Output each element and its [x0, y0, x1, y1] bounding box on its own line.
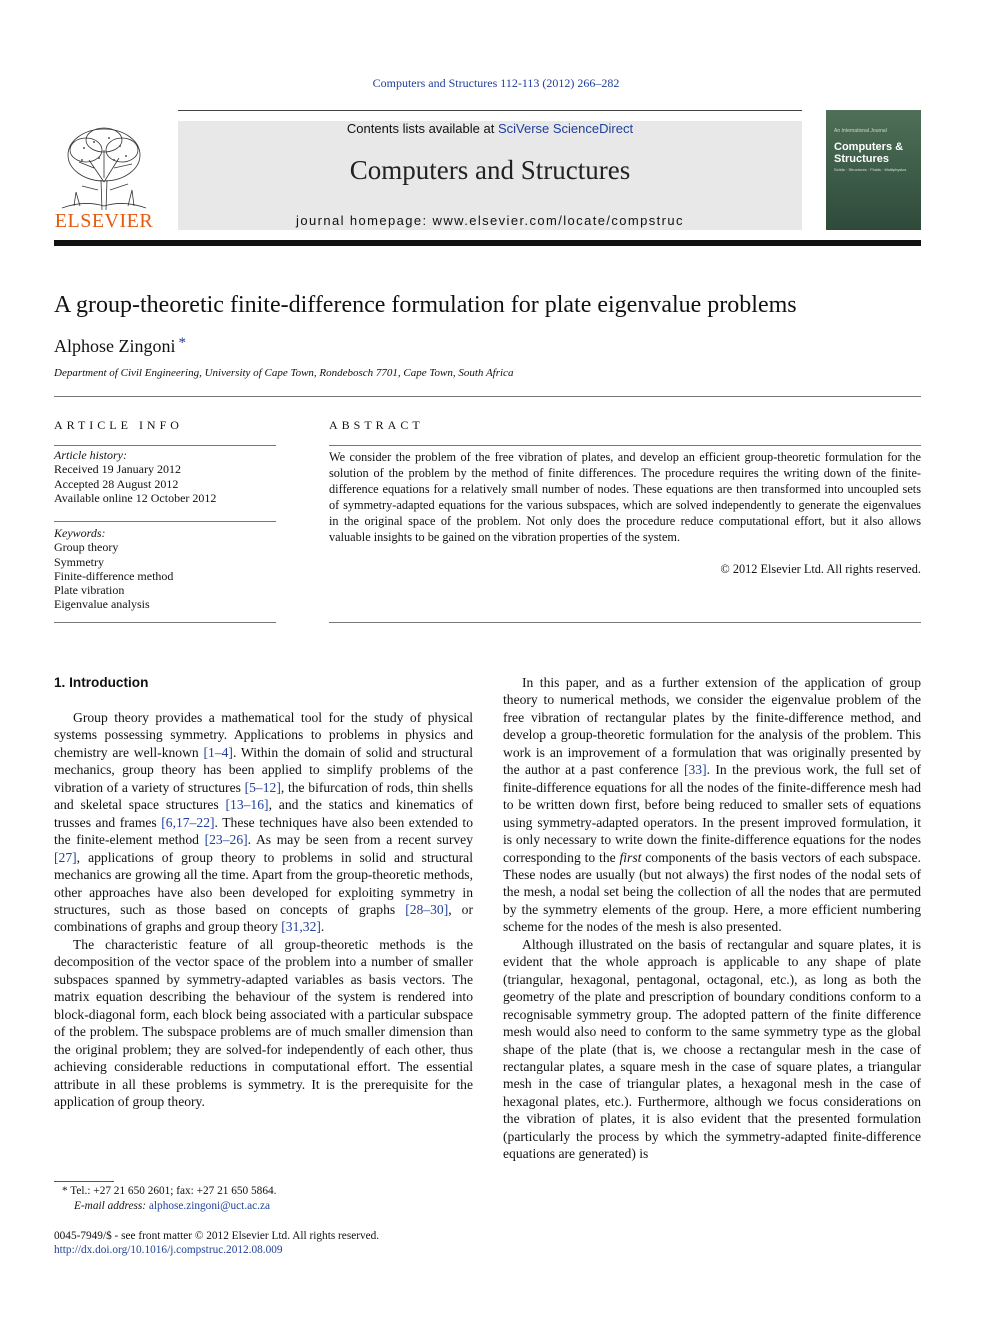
sciverse-link[interactable]: SciVerse ScienceDirect	[497, 121, 634, 136]
abstract-copyright: © 2012 Elsevier Ltd. All rights reserved.	[720, 562, 921, 576]
text-run: Group theory provides a mathematical tool for the study of physical systems possessing symmetry. Applications to problems in physics and chemistry are well-known	[54, 710, 473, 760]
reference-link[interactable]: [13–16]	[225, 797, 269, 813]
paper-title: A group-theoretic finite-difference formulation for plate eigenvalue problems	[54, 292, 797, 318]
reference-link[interactable]: [33]	[683, 762, 707, 778]
footer-issn: 0045-7949/$ - see front matter © 2012 Elsevier Ltd. All rights reserved.	[54, 1230, 380, 1242]
author-footnote-mark[interactable]: *	[178, 335, 186, 351]
text-run: .	[320, 919, 325, 935]
author-line	[54, 336, 186, 357]
contents-prefix: Contents lists available at	[346, 121, 498, 136]
cover-topics: Solids · Structures · Fluids · Multiphysics	[834, 167, 907, 172]
abstract-heading: ABSTRACT	[329, 418, 424, 432]
keyword: Plate vibration	[54, 583, 125, 598]
reference-link[interactable]: [6,17–22]	[161, 814, 215, 830]
received-date: Received 19 January 2012	[54, 462, 181, 477]
journal-homepage[interactable]: journal homepage: www.elsevier.com/locate/compstruc	[296, 213, 684, 228]
abstract-text: We consider the problem of the free vibration of plates, and develop an efficient group-theoretic formulation for the solution of the problem by the method of finite differences. The procedure requires the writing down of the finite-difference equations for a relatively small number of nodes. These equations are then transformed into uncoupled sets of symmetry-adapted equations for the various subspaces, which are solved independently to generate the eigenvalues in the original space of the problem. Not only does the procedure reduce computational effort, but it also allows valuable insights to be gained on the vibration properties of the system.	[329, 450, 921, 544]
paragraph	[503, 674, 921, 936]
section-heading-introduction: 1. Introduction	[54, 675, 149, 690]
body-column-right	[503, 674, 921, 1163]
article-info-rule	[54, 622, 276, 623]
abstract-rule	[329, 445, 921, 446]
accepted-date: Accepted 28 August 2012	[54, 476, 179, 491]
journal-citation[interactable]: Computers and Structures 112-113 (2012) 266–282	[372, 76, 620, 90]
text-run: , or combinations of graphs and group theory	[54, 901, 473, 935]
footnote-contact: * Tel.: +27 21 650 2601; fax: +27 21 650 5864.	[62, 1185, 277, 1197]
keyword: Group theory	[54, 540, 119, 555]
author-name: Alphose Zingoni	[54, 336, 176, 356]
paragraph	[54, 709, 473, 936]
contents-line	[178, 121, 802, 136]
text-run: . These techniques have also been extended to the finite-element method	[54, 814, 473, 848]
text-run: , and the statics and kinematics of trusses and frames	[54, 797, 474, 830]
journal-name: Computers and Structures	[349, 155, 631, 185]
cover-title: Computers & Structures	[834, 141, 904, 165]
text-run: components of the basis vectors of each subspace. These nodes are usually (but not always) the first nodes of the nodal sets of the mesh, a nodal set being the collection of all the nodes that are permuted by the symmetry elements of the group. Here, a more efficient numbering scheme for the nodes of the mesh is also presented.	[503, 849, 921, 935]
footnote-rule	[54, 1181, 114, 1182]
reference-link[interactable]: [31,32]	[281, 919, 321, 935]
email-link[interactable]: alphose.zingoni@uct.ac.za	[148, 1200, 271, 1212]
affiliation-rule	[54, 396, 921, 397]
elsevier-wordmark: ELSEVIER	[54, 210, 154, 232]
article-info-rule	[54, 445, 276, 446]
text-run: , applications of group theory to problems in solid and structural mechanics are growing all the time. Apart from the group-theoretic methods, other approaches have also been developed for exploiting symmetry in structures, such as those based on concepts of graphs	[54, 849, 473, 917]
history-label: Article history:	[54, 448, 127, 462]
reference-link[interactable]: [27]	[54, 849, 77, 865]
abstract-rule	[329, 622, 921, 623]
text-run: . As may be seen from a recent survey	[247, 832, 473, 848]
keywords-block	[54, 526, 276, 612]
footnote-email	[74, 1200, 270, 1212]
journal-cover-thumbnail	[826, 110, 921, 230]
text-run: , the bifurcation of rods, thin shells and skeletal space structures	[54, 779, 473, 813]
emphasis-text: first	[619, 849, 642, 865]
email-label: E-mail address:	[74, 1200, 149, 1212]
keyword: Symmetry	[54, 554, 104, 569]
author-affiliation: Department of Civil Engineering, University of Cape Town, Rondebosch 7701, Cape Town, South Africa	[54, 367, 514, 379]
header-thick-rule	[54, 240, 921, 246]
paragraph: The characteristic feature of all group-theoretic methods is the decomposition of the vector space of the problem into a number of smaller subspaces spanned by symmetry-adapted variables as basis vectors. The matrix equation describing the behaviour of the system is rendered into block-diagonal form, each block being associated with a particular subspace of the problem. The subspace problems are of much smaller dimension than the original problem; they are solved-for independently of each other, thus achieving considerable reductions in computational effort. The essential attribute in all these problems is symmetry. It is the prerequisite for the application of group theory.	[54, 936, 473, 1109]
keyword: Eigenvalue analysis	[54, 597, 150, 612]
keyword: Finite-difference method	[54, 568, 174, 583]
reference-link[interactable]: [23–26]	[204, 832, 248, 848]
article-history	[54, 448, 276, 505]
article-info-heading: ARTICLE INFO	[54, 418, 183, 432]
text-run: . In the previous work, the full set of finite-difference equations for all the nodes of the finite-difference mesh had to be written down first, before being reduced to smaller sets of equations using symmetry-adapted operators. In the present improved formulation, it is only necessary to write down the finite-difference equations for the nodes corresponding to the	[503, 762, 921, 865]
paragraph: Although illustrated on the basis of rectangular and square plates, it is evident that the whole approach is applicable to any shape of plate (triangular, hexagonal, pentagonal, octagonal, etc.), as long as both the geometry of the plate and prescription of boundary conditions conform to a recognisable symmetry group. The adopted pattern of the finite difference mesh would also need to conform to the same symmetry type as the global shape of the plate (that is, we choose a rectangular mesh in the case of rectangular plates, a square mesh in the case of square plates, a triangular mesh in the case of triangular plates, a hexagonal mesh in the case of hexagonal plates, etc.). Furthermore, although we focus considerations on the vibration of plates, it is also evident that the presented formulation (particularly the process by which the symmetry-adapted finite-difference equations are generated) is	[503, 936, 921, 1162]
text-run: In this paper, and as a further extension of the application of group theory to numerical methods, we consider the eigenvalue problem of the free vibration of rectangular plates by the finite-difference method, and develop a group-theoretic formulation for the analysis of the problem. This work is an improvement of a formulation that was originally presented by the author at a past conference	[503, 675, 921, 778]
text-run: . Within the domain of solid and structural mechanics, group theory has been applied to simplify problems of the vibration of a variety of structures	[54, 744, 473, 795]
footer-doi-link[interactable]: http://dx.doi.org/10.1016/j.compstruc.2012.08.009	[54, 1244, 283, 1256]
reference-link[interactable]: [1–4]	[203, 744, 233, 760]
article-info-rule	[54, 521, 276, 522]
header-rule	[178, 110, 802, 111]
reference-link[interactable]: [28–30]	[405, 901, 449, 917]
body-column-left	[54, 709, 473, 1110]
online-date: Available online 12 October 2012	[54, 490, 217, 505]
keywords-label: Keywords:	[54, 526, 106, 540]
cover-subtitle: An International Journal	[834, 128, 887, 134]
reference-link[interactable]: [5–12]	[244, 779, 281, 795]
